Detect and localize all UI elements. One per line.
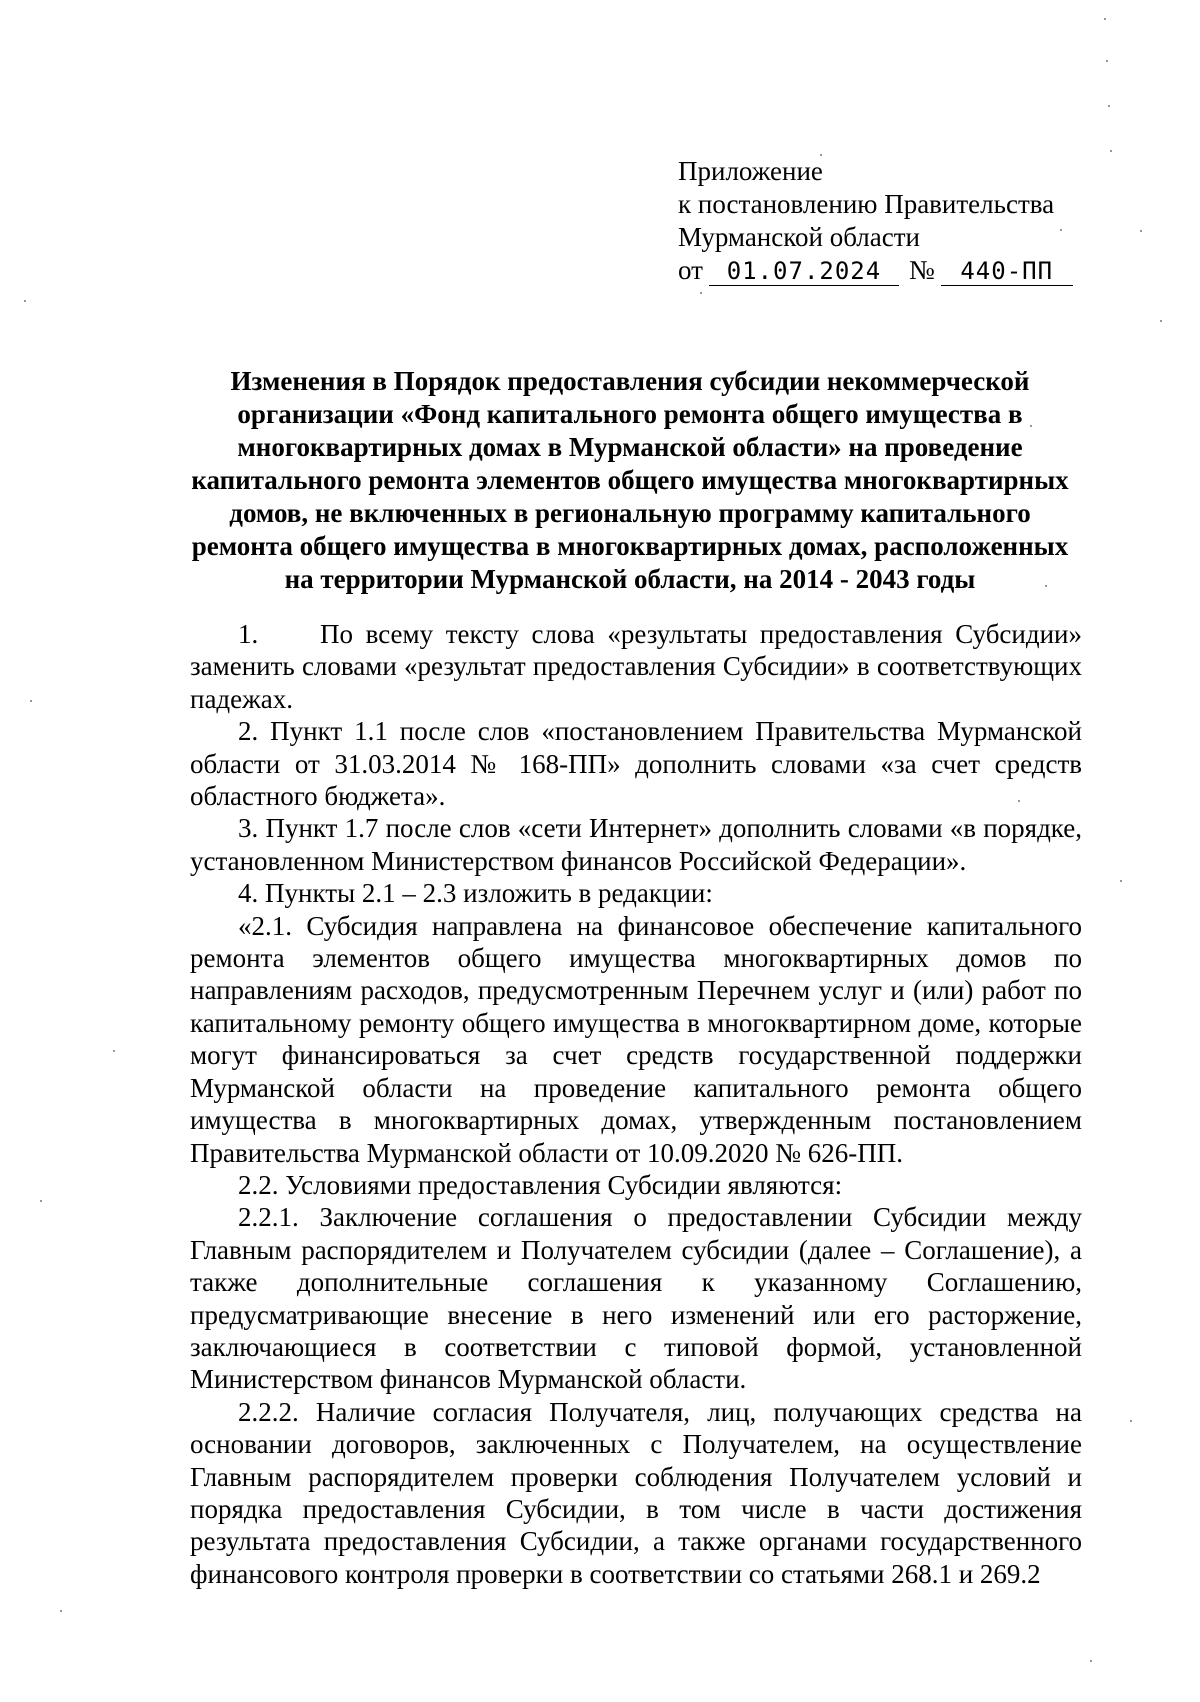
appendix-line-2: к постановлению Правительства [678, 189, 1055, 219]
paragraph-2: 2. Пункт 1.1 после слов «постановлением Правительства Мурманской области от 31.03.2014 № 168-ПП» дополнить словами «за счет средств областного бюджета». [190, 716, 1082, 812]
appendix-line-3: Мурманской области [678, 222, 920, 252]
decree-number: 440-ПП [941, 257, 1073, 286]
paragraph-4: 4. Пункты 2.1 – 2.3 изложить в редакции: [238, 878, 713, 909]
paragraph-1-text: По всему тексту слова «результаты предоставления Субсидии» заменить словами «результат предоставления Субсидии» в соответствующих падежах. [190, 619, 1082, 714]
from-label: от [678, 255, 703, 285]
paragraph-1-number: 1. [238, 619, 259, 649]
paragraph-2-2-1: 2.2.1. Заключение соглашения о предоставлении Субсидии между Главным распорядителем и Получателем субсидии (далее – Соглашение), а также дополнительные соглашения к указанному Соглашению, предусматривающие внесение в него изменений или его расторжение, заключающиеся в соответствии с типовой формой, установленной Министерством финансов Мурманской области. [190, 1202, 1082, 1395]
paragraph-2-2-2: 2.2.2. Наличие согласия Получателя, лиц, получающих средства на основании договоров, заключенных с Получателем, на осуществление Главным распорядителем проверки соблюдения Получателем условий и порядка предоставления Субсидии, в том числе в части достижения результата предоставления Субсидии, а также органами государственного финансового контроля проверки в соответствии со статьями 268.1 и 269.2 [190, 1396, 1082, 1589]
document-body [190, 618, 1082, 1590]
document-title: Изменения в Порядок предоставления субсидии некоммерческой организации «Фонд капитального ремонта общего имущества в многоквартирных домах в Мурманской области» на проведение капитального ремонта элементов общего имущества многоквартирных домов, не включенных в региональную программу капитального ремонта общего имущества в многоквартирных домах, расположенных на территории Мурманской области, на 2014 - 2043 годы [191, 366, 1069, 594]
appendix-header [678, 155, 1148, 287]
paragraph-1 [190, 618, 1082, 715]
appendix-date-line [678, 254, 1148, 287]
paragraph-2-2: 2.2. Условиями предоставления Субсидии являются: [238, 1169, 843, 1200]
appendix-line-1: Приложение [678, 156, 823, 186]
paragraph-2-1: «2.1. Субсидия направлена на финансовое обеспечение капитального ремонта элементов общего имущества многоквартирных домов по направлениям расходов, предусмотренным Перечнем услуг и (или) работ по капитальному ремонту общего имущества в многоквартирном доме, которые могут финансироваться за счет средств государственной поддержки Мурманской области на проведение капитального ремонта общего имущества в многоквартирных домах, утвержденным постановлением Правительства Мурманской области от 10.09.2020 № 626-ПП. [190, 910, 1082, 1168]
paragraph-3: 3. Пункт 1.7 после слов «сети Интернет» дополнить словами «в порядке, установленном Министерством финансов Российской Федерации». [190, 813, 1082, 876]
number-label: № [908, 255, 935, 285]
decree-date: 01.07.2024 [709, 257, 899, 286]
